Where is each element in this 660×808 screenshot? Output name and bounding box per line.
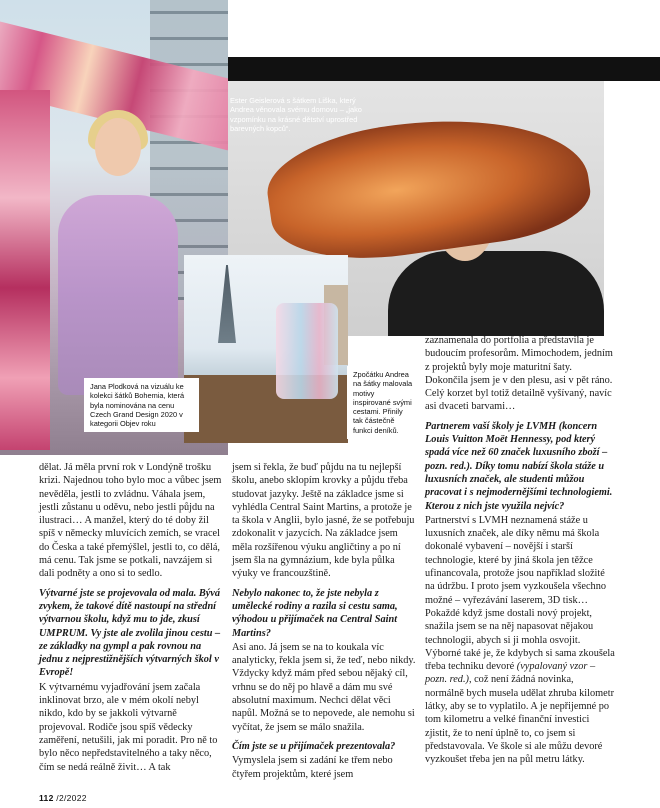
interview-answer: K výtvarnému vyjadřování jsem začala inklinovat brzo, ale v mém okolí nebyl nikdo, kdo by se jakkoli výtvarně projevoval. Rodiče jsou spíš vědecky zaměření, netušili, jak mi poradit. Pro ně to bylo něco nepředstavitelného a taky něco, čím se nedá reálně živit… A tak bbox=[39, 681, 218, 773]
page-number: 112 bbox=[39, 793, 54, 803]
top-black-bar bbox=[228, 57, 660, 81]
interview-question: Nebylo nakonec to, že jste nebyla z umělecké rodiny a razila si cestu sama, výhodou u přijímaček na Central Saint Martins? bbox=[232, 587, 398, 639]
caption-top: Ester Geislerová s šátkem Liška, který Andrea věnovala svému domovu – „jako vzpomínku na krásné dětství uprostřed barevných kopců“. bbox=[230, 96, 362, 133]
text-column-1 bbox=[39, 461, 224, 774]
paragraph: dělat. Já měla první rok v Londýně trošku krizi. Najednou toho bylo moc a vůbec jsem nevěděla, jestli to zvládnu. Váhala jsem, jestli zůstanu u oděvu, nebo jestli půjdu na ilustraci… A manžel, který do té doby žil spíš v německy mluvících zemích, se vracel do Česka a také přemýšlel, jestli to, co dělá, má cenu. Tak jsme se potkali, navzájem si dali podněty a ono si to sedlo. bbox=[39, 462, 222, 580]
interview-answer: Vymyslela jsem si zadání ke třem nebo čtyřem projektům, které jsem bbox=[232, 755, 393, 780]
paragraph: jsem si řekla, že buď půjdu na tu nejlepší školu, anebo sklopím krovky a půjdu třeba studovat jazyky. Ještě na základce jsme si vyhlédla Central Saint Martins, a protože je ta škola v Anglii, bylo jasné, že se potřebuju zdokonalit v jazycích. Na základce jsem měla rozšířenou výuku angličtiny a po ní jsem šla na gymnázium, kde byla půlka výuky ve francouzštině. bbox=[232, 462, 415, 580]
photo-paris-scarves bbox=[184, 255, 348, 443]
caption-left: Jana Plodková na vizuálu ke kolekci šátků Bohemia, která byla nominována na cenu Czech Grand Design 2020 v kategorii Objev roku bbox=[84, 378, 199, 432]
interview-question: Výtvarné jste se projevovala od mala. Bývá zvykem, že takové dítě nastoupí na střední výtvarnou školu, když mu to jde, zkusí UMPRUM. Vy jste ale zvolila jinou cestu – ze základky na gympl a pak rovnou na jednu z nejprestižnějších výtvarných škol v Evropě! bbox=[39, 587, 221, 679]
interview-question: Partnerem vaší školy je LVMH (koncern Louis Vuitton Moët Hennessy, pod který spadá více než 60 značek luxusního zboží – pozn. red.). Díky tomu nabízí škola stáže u luxusních značek, ale studenti můžou pracovat i s nejmodernějšími technologiemi. Kterou z nich jste využila nejvíc? bbox=[425, 420, 613, 512]
paragraph: zaznamenala do portfolia a představila je budoucím profesorům. Mimochodem, jedním z projektů byly moje maturitní šaty. Dokončila jsem je v den plesu, asi v pět ráno. Celý korzet byl totiž detailně vyšívaný, navíc asi dvaceti barvami… bbox=[425, 335, 613, 413]
page-folio bbox=[39, 793, 87, 803]
caption-middle: Zpočátku Andrea na šátky malovala motivy inspirované svými cestami. Přinily tak částečně funkci deníků. bbox=[347, 366, 417, 439]
issue-number: /2/2022 bbox=[56, 793, 87, 803]
text-column-3 bbox=[425, 334, 615, 767]
interview-answer: Asi ano. Já jsem se na to koukala víc analyticky, řekla jsem si, že teď, nebo nikdy. Vždycky když mám před sebou nějaký cíl, vrhnu se do něj po hlavě a dám mu své absolutní maximum. Nechci dělat věci napůl. Možná se to nepovede, ale nemohu si vyčítat, že jsem se málo snažila. bbox=[232, 641, 416, 733]
text-column-2 bbox=[232, 461, 417, 781]
interview-question: Čím jste se u přijímaček prezentovala? bbox=[232, 740, 396, 752]
interview-answer: Partnerství s LVMH neznamená stáže u luxusních značek, ale díky němu má škola dokonalé vybavení – novější i starší technologie, které by jiná škola jen těžce ufinancovala, protože jsou například složité na údržbu. I proto jsem vyzkoušela všechno možné – vyřezávání laserem, 3D tisk… Pokaždé když jsme dostali nový projekt, snažila jsem se na něj napasovat nějakou technologii, abych si ji mohla osvojit. Výborné také je, že kdybych si sama zkoušela třeba techniku devoré (vypalovaný vzor – pozn. red.), což není žádná novinka, normálně bych musela udělat zhruba kilometr látky, aby se to vyplatilo. A je nepřijemné po tom kilometru a velké finanční investici zjistit, že to není úplně to, co jsem si představovala. Ve škole si ale můžu devoré vyzkoušet třeba jen na půl metru látky. bbox=[425, 514, 615, 766]
